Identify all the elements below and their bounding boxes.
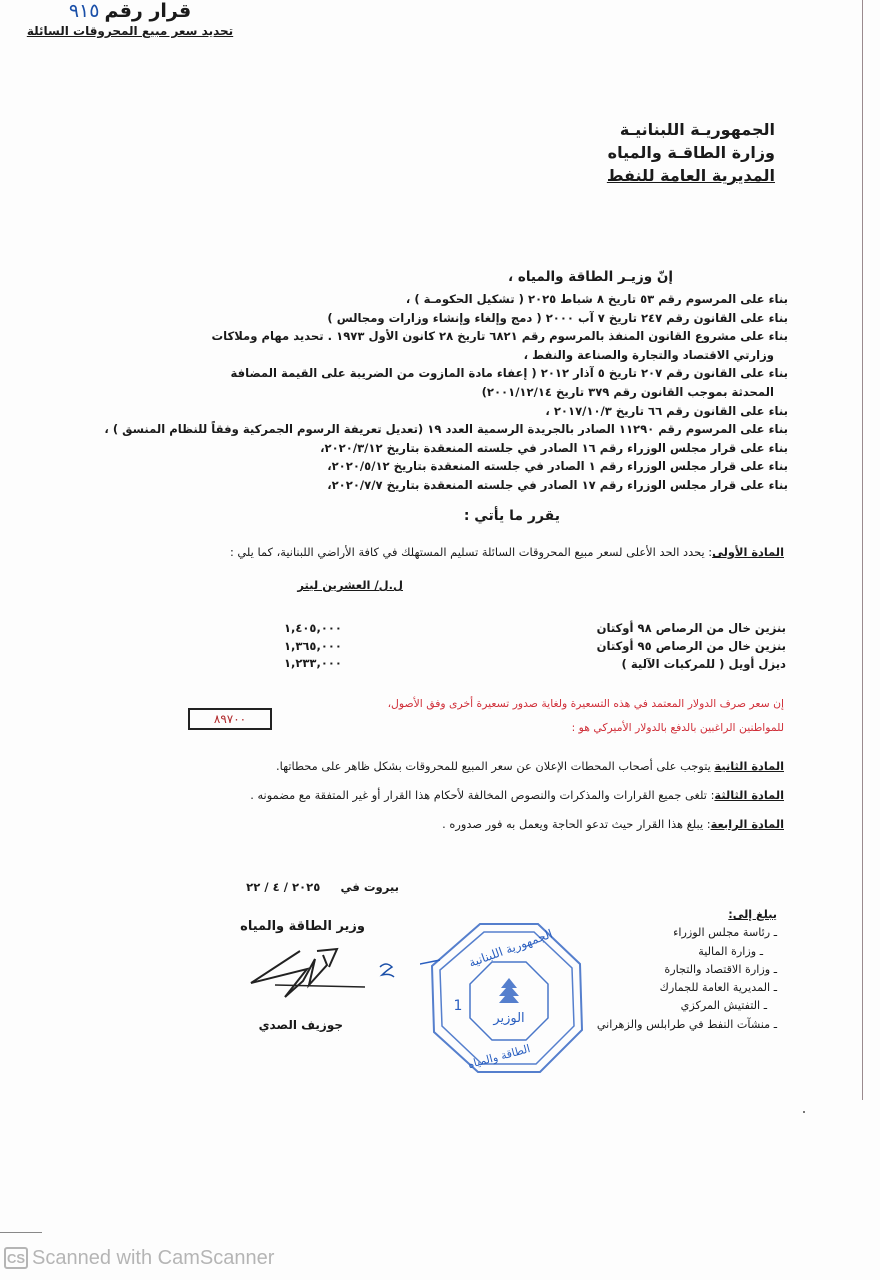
- fuel-name: بنزين خال من الرصاص ٩٥ أوكتان: [596, 639, 786, 653]
- consideration: بناء على قرار مجلس الوزراء رقم ١٧ الصادر في جلسته المنعقدة بتاريخ ٢٠٢٠/٧/٧،: [327, 477, 788, 492]
- consideration: بناء على قرار مجلس الوزراء رقم ١٦ الصادر في جلسته المنعقدة بتاريخ ٢٠٢٠/٣/١٢،: [320, 440, 788, 455]
- price-unit: ل.ل/ العشرين ليتر: [297, 578, 403, 592]
- distribution-item: ـ المديرية العامة للجمارك: [659, 981, 777, 995]
- camscanner-logo-icon: CS: [4, 1247, 28, 1269]
- distribution-item: ـ رئاسة مجلس الوزراء: [673, 926, 777, 940]
- price-list: [284, 620, 342, 673]
- distribution-item: ـ وزارة الاقتصاد والتجارة: [664, 962, 777, 976]
- article-text: : تلغى جميع القرارات والمذكرات والنصوص المخالفة لأحكام هذا القرار أو غير المتفقة مع مضمونه .: [250, 788, 715, 802]
- article-label: المادة الثالثة: [714, 788, 784, 802]
- seal-number: 1: [453, 998, 463, 1014]
- fuel-name: بنزين خال من الرصاص ٩٨ أوكتان: [596, 621, 786, 635]
- article-text: : يبلغ هذا القرار حيث تدعو الحاجة ويعمل به فور صدوره .: [442, 817, 711, 831]
- fuel-name: ديزل أويل ( للمركبات الآلية ): [621, 657, 786, 671]
- distribution-item: ـ منشآت النفط في طرابلس والزهراني: [596, 1017, 777, 1031]
- distribution-item: ـ وزارة المالية: [698, 944, 763, 958]
- exchange-note-line2: للمواطنين الراغبين بالدفع بالدولار الأميركي هو :: [571, 721, 784, 734]
- fuel-price: ١,٢٣٣,٠٠٠: [284, 656, 342, 670]
- consideration: بناء على مشروع القانون المنفذ بالمرسوم رقم ٦٨٢١ تاريخ ٢٨ كانون الأول ١٩٧٣ . تحديد مهام وملاكات: [211, 329, 788, 344]
- directorate-name: المديرية العامة للنفط: [606, 166, 775, 185]
- article-1-label: المادة الأولى: [712, 545, 784, 559]
- consideration: بناء على القانون رقم ٢٤٧ تاريخ ٧ آب ٢٠٠٠ ( دمج وإلغاء وإنشاء وزارات ومجالس ): [327, 310, 788, 325]
- decision-label: قرار رقم: [104, 0, 192, 22]
- handwritten-signature: [245, 945, 395, 1005]
- place-date: [246, 880, 399, 894]
- article-3: [250, 781, 784, 810]
- seal-center-text: الوزير: [493, 1011, 525, 1026]
- article-1: [230, 545, 784, 559]
- place: بيروت في: [340, 880, 399, 894]
- consideration: بناء على القانون رقم ٦٦ تاريخ ٢٠١٧/١٠/٣ ،: [545, 403, 788, 418]
- fuel-list: [597, 619, 786, 673]
- distribution-list: [597, 906, 777, 1034]
- article-1-text: : يحدد الحد الأعلى لسعر مبيع المحروقات السائلة تسليم المستهلك في كافة الأراضي اللبنانية، كما يلي :: [229, 545, 713, 559]
- exchange-rate-note: [388, 692, 784, 740]
- consideration: بناء على قرار مجلس الوزراء رقم ١ الصادر في جلسته المنعقدة بتاريخ ٢٠٢٠/٥/١٢،: [327, 459, 788, 474]
- article-4: [250, 810, 784, 839]
- fuel-price: ١,٤٠٥,٠٠٠: [284, 621, 342, 635]
- signatory-name: جوزيف الصدي: [258, 1018, 343, 1032]
- seal-outer-text: الجمهورية اللبنانية: [466, 926, 555, 970]
- official-seal: [420, 920, 590, 1080]
- exchange-rate-value: ٨٩٧٠٠: [188, 708, 272, 730]
- consideration: بناء على القانون رقم ٢٠٧ تاريخ ٥ آذار ٢٠١٢ ( إعفاء مادة المازوت من الضريبة على القيمة المضافة: [230, 366, 788, 381]
- distribution-item: ـ التفتيش المركزي: [680, 999, 767, 1013]
- decision-number: ٩١٥: [68, 0, 100, 22]
- seal-bottom-text: الطاقة والمياه: [466, 1042, 532, 1072]
- distribution-heading: يبلغ إلى:: [728, 908, 777, 921]
- consideration: بناء على المرسوم رقم ٥٣ تاريخ ٨ شباط ٢٠٢٥ ( تشكيل الحكومـة ) ،: [405, 292, 788, 306]
- consideration: المحدثة بموجب القانون رقم ٣٧٩ تاريخ ٢٠٠١/١٢/١٤): [481, 384, 774, 399]
- considerations-list: [104, 290, 788, 495]
- decides-heading: يقرر ما يأتي :: [463, 508, 560, 524]
- consideration: وزارتي الاقتصاد والتجارة والصناعة والنفط ،: [523, 347, 774, 362]
- decision-subject: تحديد سعر مبيع المحروقات السائلة: [26, 24, 234, 38]
- fuel-price: ١,٣٦٥,٠٠٠: [284, 638, 342, 653]
- decision-title: [0, 0, 260, 38]
- republic-name: الجمهوريـة اللبنانيـة: [619, 120, 775, 139]
- page-edge-line: [862, 0, 863, 1100]
- scanner-watermark: [4, 1244, 274, 1272]
- article-label: المادة الرابعة: [710, 817, 784, 831]
- date: ٢٠٢٥ / ٤ / ٢٢: [246, 880, 321, 894]
- page-edge-line-bottom: [0, 1232, 42, 1233]
- article-text: يتوجب على أصحاب المحطات الإعلان عن سعر المبيع للمحروقات بشكل ظاهر على محطاتها.: [275, 759, 715, 773]
- speck: [803, 1111, 805, 1113]
- article-label: المادة الثانية: [714, 759, 784, 773]
- ministry-name: وزارة الطاقـة والمياه: [607, 143, 775, 162]
- scanner-watermark-text: Scanned with CamScanner: [32, 1246, 275, 1269]
- preamble-intro: إنّ وزيـر الطاقة والمياه ،: [508, 269, 673, 285]
- article-2: [250, 752, 784, 781]
- exchange-note-line1: إن سعر صرف الدولار المعتمد في هذه التسعيرة ولغاية صدور تسعيرة أخرى وفق الأصول،: [387, 697, 784, 710]
- consideration: بناء على المرسوم رقم ١١٢٩٠ الصادر بالجريدة الرسمية العدد ١٩ (تعديل تعريفة الرسوم الجمركية وفقاً للنظام المنسق ) ،: [104, 422, 788, 437]
- articles-list: [250, 752, 784, 839]
- signatory-title: وزير الطاقة والمياه: [240, 919, 365, 934]
- letterhead: [475, 118, 775, 187]
